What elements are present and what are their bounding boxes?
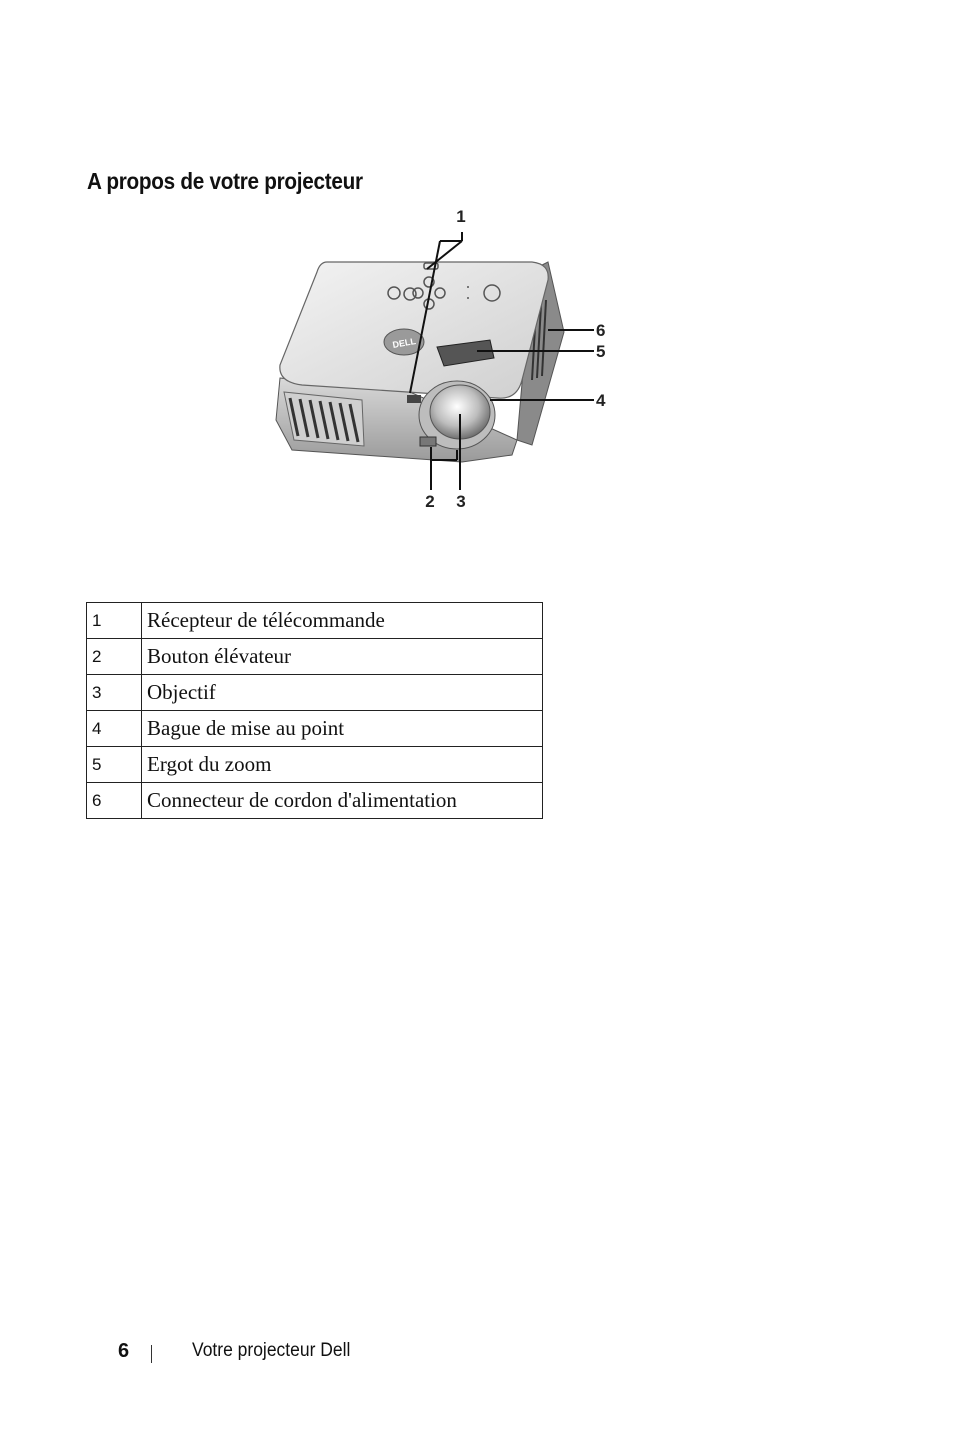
table-row — [87, 711, 543, 747]
callout-3: 3 — [456, 492, 466, 511]
logo-text: DELL — [391, 336, 417, 350]
part-number: 5 — [87, 747, 142, 783]
callout-1: 1 — [456, 207, 466, 226]
front-vent — [284, 392, 364, 446]
part-label: Bague de mise au point — [142, 711, 543, 747]
projector-figure — [232, 200, 652, 520]
part-number: 6 — [87, 783, 142, 819]
table-row — [87, 639, 543, 675]
remote-receiver — [407, 395, 421, 403]
callout-5: 5 — [596, 342, 606, 361]
footer-title: Votre projecteur Dell — [192, 1340, 351, 1361]
part-label: Objectif — [142, 675, 543, 711]
elevator-button — [420, 437, 436, 446]
projector-illustration — [232, 200, 652, 520]
part-number: 2 — [87, 639, 142, 675]
part-number: 3 — [87, 675, 142, 711]
table-row — [87, 783, 543, 819]
part-number: 1 — [87, 603, 142, 639]
part-label: Ergot du zoom — [142, 747, 543, 783]
part-number: 4 — [87, 711, 142, 747]
part-label: Connecteur de cordon d'alimentation — [142, 783, 543, 819]
part-label: Récepteur de télécommande — [142, 603, 543, 639]
callout-4: 4 — [596, 391, 606, 410]
section-title: A propos de votre projecteur — [87, 168, 363, 194]
callout-2: 2 — [425, 492, 435, 511]
footer-divider — [151, 1345, 152, 1363]
table-row — [87, 603, 543, 639]
page-footer — [118, 1336, 364, 1366]
callout-6: 6 — [596, 321, 606, 340]
parts-table — [86, 602, 543, 819]
part-label: Bouton élévateur — [142, 639, 543, 675]
table-row — [87, 747, 543, 783]
page-number: 6 — [118, 1339, 130, 1362]
table-row — [87, 675, 543, 711]
